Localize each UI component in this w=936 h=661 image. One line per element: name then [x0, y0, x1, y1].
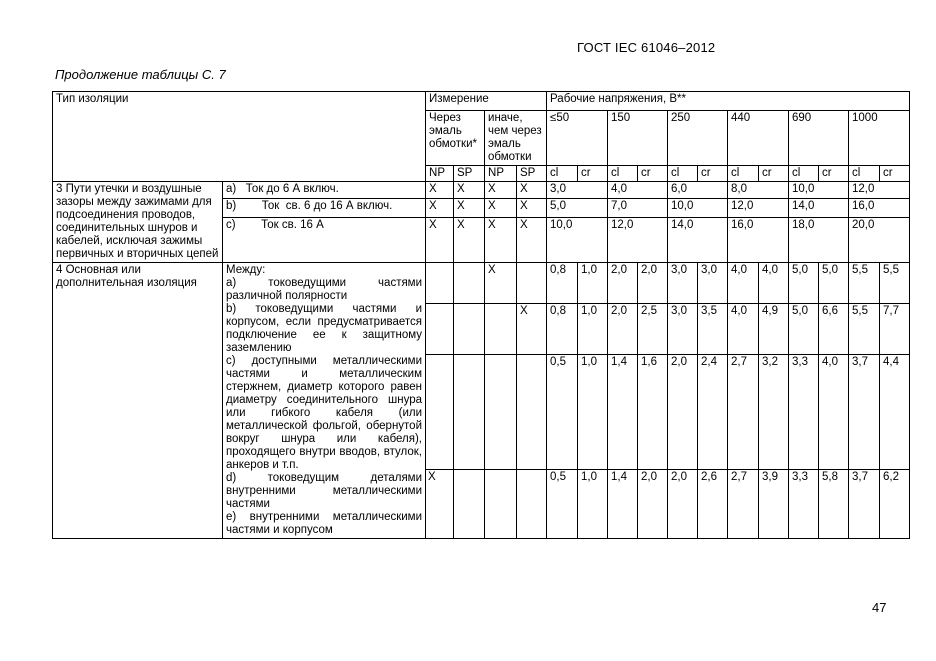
value-cell: 8,0 — [728, 181, 789, 198]
mark-cell — [454, 262, 485, 303]
col-subheader-np-2: NP — [485, 165, 517, 181]
col-subheader-cl: cl — [668, 165, 698, 181]
value-cell: 4,9 — [759, 303, 789, 354]
value-cell: 1,0 — [578, 469, 608, 538]
col-header-voltage-150: 150 — [608, 111, 668, 166]
mark-cell: X — [426, 469, 454, 538]
value-cell: 2,4 — [698, 355, 728, 470]
col-subheader-cl: cl — [849, 165, 880, 181]
mark-cell — [517, 355, 547, 470]
page-number: 47 — [872, 600, 887, 615]
row4-description: 4 Основная или дополнительная изоляция — [53, 262, 223, 538]
mark-cell — [426, 262, 454, 303]
mark-cell: X — [517, 303, 547, 354]
mark-cell: X — [517, 181, 547, 198]
value-cell: 4,0 — [728, 262, 759, 303]
col-header-through-enamel: Через эмаль обмотки* — [426, 111, 485, 166]
value-cell: 10,0 — [547, 218, 608, 263]
value-cell: 2,0 — [638, 469, 668, 538]
mark-cell — [517, 469, 547, 538]
mark-cell — [454, 355, 485, 470]
row4-item-c: c) доступными металлическими частями и металлическим стержнем, диаметр которого равен диаметру соединительного шнура или гибкого кабеля (или металлической фольгой, обернутой вокруг шнура или кабеля), проходящего внутри вводов, втулок, анкеров и т.п. — [226, 354, 423, 471]
col-subheader-cr: cr — [638, 165, 668, 181]
value-cell: 5,8 — [819, 469, 849, 538]
value-cell: 4,0 — [819, 355, 849, 470]
mark-cell — [454, 303, 485, 354]
value-cell: 16,0 — [849, 199, 910, 218]
value-cell: 6,6 — [819, 303, 849, 354]
col-header-other-than-enamel: иначе, чем через эмаль обмотки — [485, 111, 547, 166]
row4-items-cell — [223, 262, 426, 538]
value-cell: 5,5 — [849, 262, 880, 303]
value-cell: 12,0 — [728, 199, 789, 218]
value-cell: 5,0 — [789, 262, 819, 303]
col-subheader-cl: cl — [547, 165, 578, 181]
col-header-insulation-type: Тип изоляции — [53, 92, 426, 182]
value-cell: 3,7 — [849, 469, 880, 538]
value-cell: 2,0 — [608, 303, 638, 354]
row4-item-a: a) токоведущими частями различной полярности — [226, 276, 423, 302]
col-header-voltage-250: 250 — [668, 111, 728, 166]
mark-cell — [485, 355, 517, 470]
value-cell: 1,4 — [608, 469, 638, 538]
row4-subrow-a — [53, 262, 910, 303]
document-number: ГОСТ IEC 61046–2012 — [577, 40, 716, 55]
col-header-measurement: Измерение — [426, 92, 547, 111]
mark-cell: X — [485, 181, 517, 198]
row3-subrow-a — [53, 181, 910, 198]
value-cell: 3,9 — [759, 469, 789, 538]
value-cell: 6,0 — [668, 181, 728, 198]
col-subheader-cl: cl — [728, 165, 759, 181]
value-cell: 2,0 — [668, 469, 698, 538]
col-header-voltage-690: 690 — [789, 111, 849, 166]
col-header-voltage-440: 440 — [728, 111, 789, 166]
col-header-voltage-1000: 1000 — [849, 111, 910, 166]
value-cell: 16,0 — [728, 218, 789, 263]
col-subheader-cr: cr — [578, 165, 608, 181]
col-subheader-cr: cr — [819, 165, 849, 181]
value-cell: 3,0 — [668, 303, 698, 354]
value-cell: 2,6 — [698, 469, 728, 538]
value-cell: 0,5 — [547, 355, 578, 470]
mark-cell: X — [454, 218, 485, 263]
mark-cell: X — [485, 218, 517, 263]
mark-cell — [485, 303, 517, 354]
mark-cell — [426, 355, 454, 470]
col-subheader-cl: cl — [608, 165, 638, 181]
value-cell: 3,0 — [547, 181, 608, 198]
mark-cell: X — [426, 181, 454, 198]
value-cell: 4,0 — [759, 262, 789, 303]
mark-cell: X — [426, 218, 454, 263]
value-cell: 5,5 — [849, 303, 880, 354]
mark-cell — [454, 469, 485, 538]
row3-item-b-label: b) Ток св. 6 до 16 А включ. — [223, 199, 426, 218]
col-subheader-cr: cr — [698, 165, 728, 181]
value-cell: 1,0 — [578, 262, 608, 303]
col-subheader-sp-1: SP — [454, 165, 485, 181]
value-cell: 3,0 — [668, 262, 698, 303]
value-cell: 3,0 — [698, 262, 728, 303]
mark-cell: X — [426, 199, 454, 218]
row3-description: 3 Пути утечки и воздушные зазоры между зажимами для подсоединения проводов, соединительных шнуров и кабелей, исключая зажимы первичных и вторичных цепей — [53, 181, 223, 262]
value-cell: 10,0 — [668, 199, 728, 218]
header-row-1 — [53, 92, 910, 111]
mark-cell: X — [454, 181, 485, 198]
row4-item-b: b) токоведущими частями и корпусом, если предусматривается подключение ее к защитному заземлению — [226, 302, 423, 354]
value-cell: 1,0 — [578, 303, 608, 354]
col-subheader-cr: cr — [880, 165, 910, 181]
value-cell: 0,8 — [547, 303, 578, 354]
value-cell: 1,4 — [608, 355, 638, 470]
col-subheader-cr: cr — [759, 165, 789, 181]
value-cell: 14,0 — [668, 218, 728, 263]
mark-cell: X — [485, 199, 517, 218]
value-cell: 3,2 — [759, 355, 789, 470]
value-cell: 10,0 — [789, 181, 849, 198]
value-cell: 2,5 — [638, 303, 668, 354]
value-cell: 7,0 — [608, 199, 668, 218]
value-cell: 2,0 — [668, 355, 698, 470]
value-cell: 0,5 — [547, 469, 578, 538]
value-cell: 20,0 — [849, 218, 910, 263]
value-cell: 6,2 — [880, 469, 910, 538]
value-cell: 2,7 — [728, 469, 759, 538]
value-cell: 14,0 — [789, 199, 849, 218]
value-cell: 3,7 — [849, 355, 880, 470]
mark-cell: X — [485, 262, 517, 303]
table-caption: Продолжение таблицы С. 7 — [55, 67, 226, 82]
col-subheader-sp-2: SP — [517, 165, 547, 181]
value-cell: 2,0 — [608, 262, 638, 303]
row3-item-a-label: a) Ток до 6 А включ. — [223, 181, 426, 198]
value-cell: 5,5 — [880, 262, 910, 303]
col-subheader-cl: cl — [789, 165, 819, 181]
value-cell: 2,0 — [638, 262, 668, 303]
value-cell: 5,0 — [819, 262, 849, 303]
value-cell: 3,5 — [698, 303, 728, 354]
value-cell: 3,3 — [789, 355, 819, 470]
value-cell: 3,3 — [789, 469, 819, 538]
value-cell: 12,0 — [849, 181, 910, 198]
value-cell: 4,4 — [880, 355, 910, 470]
mark-cell: X — [454, 199, 485, 218]
mark-cell — [517, 262, 547, 303]
row4-between-label: Между: — [226, 263, 266, 276]
col-subheader-np-1: NP — [426, 165, 454, 181]
value-cell: 4,0 — [728, 303, 759, 354]
value-cell: 5,0 — [547, 199, 608, 218]
mark-cell: X — [517, 218, 547, 263]
value-cell: 2,7 — [728, 355, 759, 470]
col-header-working-voltages: Рабочие напряжения, В** — [547, 92, 910, 111]
col-header-voltage-le50: ≤50 — [547, 111, 608, 166]
row4-item-d: d) токоведущим деталями внутренними металлическими частями — [226, 471, 423, 510]
value-cell: 7,7 — [880, 303, 910, 354]
value-cell: 0,8 — [547, 262, 578, 303]
mark-cell — [485, 469, 517, 538]
mark-cell — [426, 303, 454, 354]
row4-item-e: e) внутренними металлическими частями и корпусом — [226, 510, 423, 536]
value-cell: 18,0 — [789, 218, 849, 263]
value-cell: 4,0 — [608, 181, 668, 198]
value-cell: 1,6 — [638, 355, 668, 470]
insulation-table — [52, 91, 910, 539]
row3-item-c-label: c) Ток св. 16 А — [223, 218, 426, 263]
value-cell: 5,0 — [789, 303, 819, 354]
value-cell: 12,0 — [608, 218, 668, 263]
value-cell: 1,0 — [578, 355, 608, 470]
mark-cell: X — [517, 199, 547, 218]
